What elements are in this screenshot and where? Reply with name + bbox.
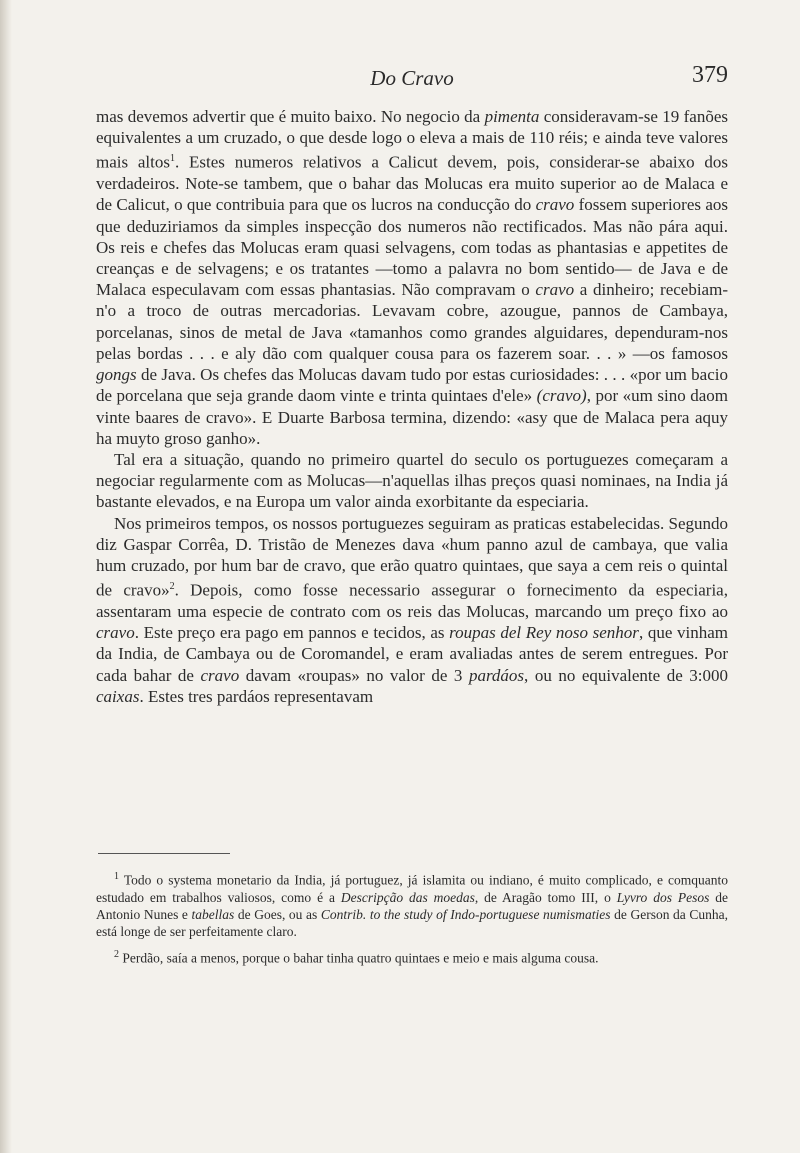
italic-text: Contrib. to the study of Indo-portuguese numismaties (320, 906, 611, 922)
text-run: consideravam-se 19 fanões equivalentes a um cruzado, o que desde logo o eleva a mais de 110 réis; e ainda teve valores mais altos (96, 107, 728, 173)
running-head: Do Cravo (370, 66, 454, 90)
text-run: , de Aragão tomo III, o (474, 889, 617, 905)
text-run: de Java. Os chefes das Molucas davam tudo por estas curiosidades: . . . «por um bacio de porcelana que seja grande daom vinte e trinta quintaes d'ele» (96, 365, 728, 406)
text-run: , que vinham da India, de Cambaya ou de Coromandel, e eram avaliadas antes de serem entregues. Por cada bahar de (96, 623, 728, 685)
footnote-marker: 1 (114, 871, 119, 882)
text-run: . Depois, como fosse necessario assegurar o fornecimento da especiaria, assentaram uma especie de contrato com os reis das Molucas, marcando um preço fixo ao (96, 580, 728, 621)
text-run: a dinheiro; recebiam-n'o a troco de outras mercadorias. Levavam cobre, azougue, pannos de Cambaya, porcelanas, sinos de metal de Java «tamanhos como grandes alguidares, dependuram-nos pelas bordas . . . e aly dão com qualquer cousa para os fazerem soar. . . » —os famosos (96, 280, 728, 363)
text-run: Nos primeiros tempos, os nossos portuguezes seguiram as praticas estabelecidas. Segundo diz Gaspar Corrêa, D. Tristão de Menezes dava «hum panno azul de cambaya, que valia hum cruzado, por hum bar de cravo, que erão quatro quintaes, que saya a cem reis o quintal de cravo» (96, 513, 728, 600)
footnote (96, 946, 728, 967)
italic-text: cravo (535, 195, 575, 215)
text-run: , por «um sino daom vinte baares de cravo». E Duarte Barbosa termina, dizendo: «asy que de Malaca pera aquy ha muyto groso ganho». (96, 386, 728, 448)
text-run: mas devemos advertir que é muito baixo. No negocio da (96, 107, 485, 126)
footnote-divider (98, 853, 230, 854)
text-run: Tal era a situação, quando no primeiro quartel do seculo os portuguezes começaram a negociar regularmente com as Molucas—n'aquellas ilhas preços quasi nominaes, na India já bastante elevados, e na Europa um valor ainda exorbitante da especiaria. (96, 449, 728, 512)
text-run: , ou no equivalente de 3:000 (524, 665, 728, 685)
footnote-marker: 1 (170, 153, 175, 165)
text-run: de Gerson da Cunha, está longe de ser perfeitamente claro. (96, 906, 728, 940)
italic-text: cravo (200, 665, 240, 685)
text-run: . Estes tres pardáos representavam (139, 686, 374, 706)
footnote-marker: 2 (169, 581, 175, 593)
paragraph (96, 513, 728, 707)
paragraph (96, 106, 728, 449)
text-run: davam «roupas» no valor de 3 (239, 665, 469, 685)
page-number: 379 (692, 62, 728, 88)
italic-text: Lyvro dos Pesos (616, 889, 710, 905)
italic-text: cravo (535, 280, 575, 300)
italic-text: (cravo) (536, 386, 587, 406)
text-run: de Antonio Nunes e (96, 889, 728, 922)
italic-text: pardáos (468, 665, 525, 685)
book-spine-shadow (0, 0, 12, 1153)
italic-text: gongs (96, 365, 137, 385)
italic-text: pimenta (484, 107, 540, 126)
text-run: . Este preço era pago em pannos e tecidos, as (134, 623, 450, 643)
body-text (96, 106, 728, 707)
text-run: Perdão, saía a menos, porque o bahar tinha quatro quintaes e meio e mais alguma cousa. (119, 950, 599, 966)
paragraph (96, 449, 728, 513)
text-run: de Goes, ou as (234, 906, 321, 922)
footnote (96, 868, 728, 940)
italic-text: tabellas (191, 906, 235, 922)
text-run: . Estes numeros relativos a Calicut devem, pois, considerar-se abaixo dos verdadeiros. Note-se tambem, que o bahar das Molucas era muito superior ao de Malaca e de Calicut, o que contribuia para que os lucros na conducção do (96, 153, 728, 215)
italic-text: Descripção das moedas (340, 889, 475, 905)
page-header (96, 62, 728, 96)
italic-text: cravo (96, 623, 135, 643)
footnotes (96, 868, 728, 973)
text-run: Todo o systema monetario da India, já portuguez, já islamita ou indiano, é muito complicado, e comquanto estudado em trabalhos valiosos, como é a (96, 872, 728, 905)
footnote-marker: 2 (114, 949, 119, 961)
italic-text: roupas del Rey noso senhor (449, 623, 639, 643)
italic-text: caixas (96, 686, 140, 706)
text-run: fossem superiores aos que deduziriamos da simples inspecção dos numeros não rectificados. Mas não pára aqui. Os reis e chefes das Molucas eram quasi selvagens, com todas as phantasias e appetites de creanças e de selvagens; e os tratantes —tomo a palavra no bom sentido— de Java e de Malaca especulavam com essas phantasias. Não compravam o (96, 195, 728, 300)
